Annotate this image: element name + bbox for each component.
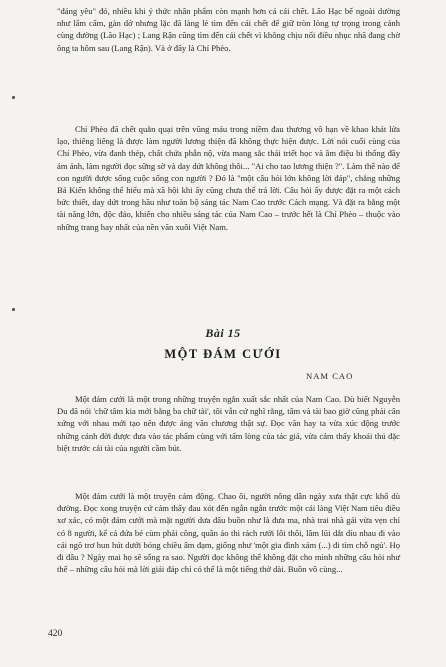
lesson-heading: Bài 15 [205, 326, 241, 340]
paragraph-text: Một đám cưới là một trong những truyện ngắn xuất sắc nhất của Nam Cao. Dù biết Nguyễn Du đã nói 'chữ tâm kia mới bằng ba chữ tài', tôi vẫn cứ nghĩ rằng, tâm và tài bao giờ cũng phải cân xứng với nhau mới tạo nên được áng văn chương thật sự. Đọc văn hay ta vừa xúc động trước những cảnh đời được đưa vào tác phẩm cùng với tấm lòng của tác giả, vừa cảm thấy khoái thú đặc biệt trước cái tài của người cầm bút. [57, 394, 400, 453]
paragraph-chi-pheo [57, 123, 400, 233]
paragraph-text: Chí Phèo đã chết quằn quại trên vũng máu trong niềm đau thương vô hạn về khao khát lửa lạo, thiêng liêng là được làm người lương thiện đã không thực hiện được. Lời nói cuối cùng của Chí Phèo, vừa đanh thép, chất chứa phẫn nộ, vừa mang sắc thái triết học và âm điệu bi thống đầy ám ảnh, làm người đọc sững sờ và day dứt không thôi... "Ai cho tao lương thiện ?". Làm thế nào để con người được sống cuộc sống con người ? Đó là "một câu hỏi lớn không lời đáp", chẳng những Bá Kiến không thể hiểu mà xã hội khi ấy cũng chưa thể trả lời. Câu hỏi ấy được đặt ra một cách bức thiết, day dứt trong hầu như toàn bộ sáng tác Nam Cao trước Cách mạng. Và đặt ra bằng một tài năng lớn, độc đáo, khiến cho nhiều sáng tác của Nam Cao – trước hết là Chí Phèo – thuộc vào những trang hay nhất của nền văn xuôi Việt Nam. [57, 124, 400, 232]
story-title: MỘT ĐÁM CƯỚI [164, 347, 282, 361]
paragraph-text: Một đám cưới là một truyện cảm động. Chao ôi, người nông dân ngày xưa thật cực khổ dù đường. Đọc xong truyện cứ cảm thấy đau xót đến ngẫn ngẫn trước một cái làng Việt Nam tiêu điều xơ xác, có một đám cưới mà mặt người dưa đâu buồn như là đưa ma, nhà trai nhà gái vừa vẹn chỉ có 8 người, kể cả đứa bé cùm phải cõng, quần áo thì rách rưới lôi thôi, lâm lũi dắt díu nhau đi vào cái ngõ trơ hun hút dưới bóng chiều âm đạm, giống như 'một gia đình xám (...) đi tìm chỗ ngủ'. Họ đi đâu ? Ngày mai họ sẽ sống ra sao. Người đọc không thể không đặt cho mình những câu hỏi như thế – những câu hỏi mà lời giải đáp chỉ có thể là một tiếng thở dài. Buồn vô cùng... [57, 491, 400, 575]
paragraph-essay-body [57, 490, 400, 575]
author-name: NAM CAO [306, 371, 354, 381]
margin-speck [12, 308, 15, 311]
margin-speck [12, 96, 15, 99]
page-number: 420 [48, 629, 63, 639]
paragraph-intro [57, 5, 400, 54]
paragraph-essay-opening [57, 393, 400, 454]
paragraph-text: "đáng yêu" đó, nhiều khi ý thức nhân phẩm còn mạnh hơn cả cái chết. Lão Hạc bế ngoài dường như lẩm cẩm, gàn dở nhưng lặc đã làng lẻ tìm đến cái chết để giữ tròn lòng tự trọng trong cảnh cùng đường (Lão Hạc) ; Lang Rận cũng tìm đến cái chết vì không chịu nổi điều nhục nhã đang chờ ông ta hôm sau (Lang Rận). Và ở đây là Chí Phèo. [57, 6, 400, 53]
